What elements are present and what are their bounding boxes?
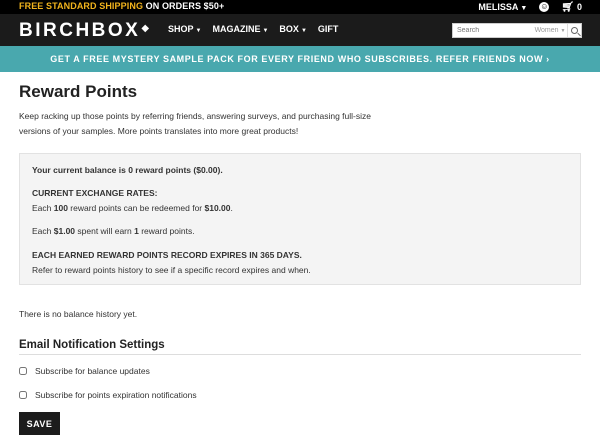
rate-value: $10.00 bbox=[204, 203, 231, 213]
diamond-icon: ◆ bbox=[141, 23, 152, 35]
balance-updates-label: Subscribe for balance updates bbox=[35, 366, 150, 376]
user-area bbox=[478, 0, 582, 14]
nav-item-magazine[interactable] bbox=[212, 24, 268, 34]
expire-note: Refer to reward points history to see if a specific record expires and when. bbox=[32, 265, 311, 275]
chevron-down-icon: ▼ bbox=[300, 28, 307, 34]
search-category-select[interactable] bbox=[525, 27, 567, 34]
user-name: MELISSA bbox=[478, 2, 519, 12]
logo-text: BIRCHBOX bbox=[19, 20, 141, 41]
top-promo-bar bbox=[0, 0, 600, 14]
chevron-down-icon: ▼ bbox=[520, 5, 528, 12]
promo-highlight: FREE STANDARD SHIPPING bbox=[19, 1, 144, 11]
nav-item-box[interactable] bbox=[279, 24, 306, 34]
cart-icon: 🛒︎ bbox=[561, 1, 574, 13]
nav-item-label: MAGAZINE bbox=[212, 24, 261, 34]
main-nav bbox=[0, 14, 600, 46]
rate-text: Each bbox=[32, 226, 54, 236]
nav-item-gift[interactable] bbox=[318, 24, 339, 34]
nav-item-shop[interactable] bbox=[168, 24, 201, 34]
reward-info-box bbox=[19, 153, 581, 285]
referral-banner bbox=[0, 46, 600, 72]
save-button[interactable]: SAVE bbox=[19, 412, 60, 435]
balance-updates-option[interactable] bbox=[19, 366, 150, 376]
cart-button[interactable] bbox=[561, 2, 582, 13]
rate-text: . bbox=[230, 203, 233, 213]
page-title: Reward Points bbox=[19, 82, 138, 101]
promo-rest: ON ORDERS $50+ bbox=[143, 1, 225, 11]
refer-friends-link[interactable]: REFER FRIENDS NOW › bbox=[435, 54, 550, 64]
no-history-text: There is no balance history yet. bbox=[19, 309, 138, 319]
expiration-notifications-label: Subscribe for points expiration notifications bbox=[35, 390, 197, 400]
nav-item-label: SHOP bbox=[168, 24, 194, 34]
intro-text: Keep racking up those points by referring friends, answering surveys, and purchasing full-size versions of your samples. More points translates into more great products! bbox=[19, 111, 371, 136]
banner-text: GET A FREE MYSTERY SAMPLE PACK FOR EVERY FRIEND WHO SUBSCRIBES. bbox=[50, 54, 436, 64]
rate-text: spent will earn bbox=[75, 226, 135, 236]
rate-redeem bbox=[32, 203, 233, 213]
rate-earn bbox=[32, 226, 195, 236]
rate-text: Each bbox=[32, 203, 54, 213]
search-button[interactable] bbox=[567, 24, 581, 37]
chevron-down-icon: ▼ bbox=[560, 28, 566, 34]
rates-heading: CURRENT EXCHANGE RATES: bbox=[32, 188, 158, 198]
rate-text: reward points can be redeemed for bbox=[67, 203, 205, 213]
rate-text: reward points. bbox=[138, 226, 195, 236]
user-menu[interactable] bbox=[478, 2, 527, 12]
expiration-notifications-option[interactable] bbox=[19, 390, 197, 400]
nav-links bbox=[168, 24, 338, 34]
expire-heading: EACH EARNED REWARD POINTS RECORD EXPIRES IN 365 DAYS. bbox=[32, 250, 302, 260]
rate-value: 100 bbox=[53, 203, 68, 213]
birchbox-logo[interactable] bbox=[19, 20, 152, 42]
balance-updates-checkbox[interactable] bbox=[19, 367, 27, 375]
rate-value: $1.00 bbox=[53, 226, 76, 236]
cart-count: 0 bbox=[576, 1, 582, 12]
shipping-promo bbox=[19, 1, 224, 11]
search-icon bbox=[571, 27, 578, 34]
email-settings-title: Email Notification Settings bbox=[19, 339, 581, 355]
search-input[interactable] bbox=[453, 24, 525, 37]
chevron-down-icon: ▼ bbox=[262, 28, 269, 34]
balance-text: Your current balance is 0 reward points ($0.00). bbox=[32, 165, 223, 175]
nav-item-label: GIFT bbox=[317, 24, 339, 34]
chevron-down-icon: ▼ bbox=[195, 28, 202, 34]
rate-value: 1 bbox=[134, 226, 139, 236]
search-category-label: Women bbox=[534, 27, 559, 34]
smiley-icon[interactable]: ☺ bbox=[540, 2, 549, 11]
search-box bbox=[452, 23, 582, 38]
nav-item-label: BOX bbox=[279, 24, 299, 34]
expiration-notifications-checkbox[interactable] bbox=[19, 391, 27, 399]
